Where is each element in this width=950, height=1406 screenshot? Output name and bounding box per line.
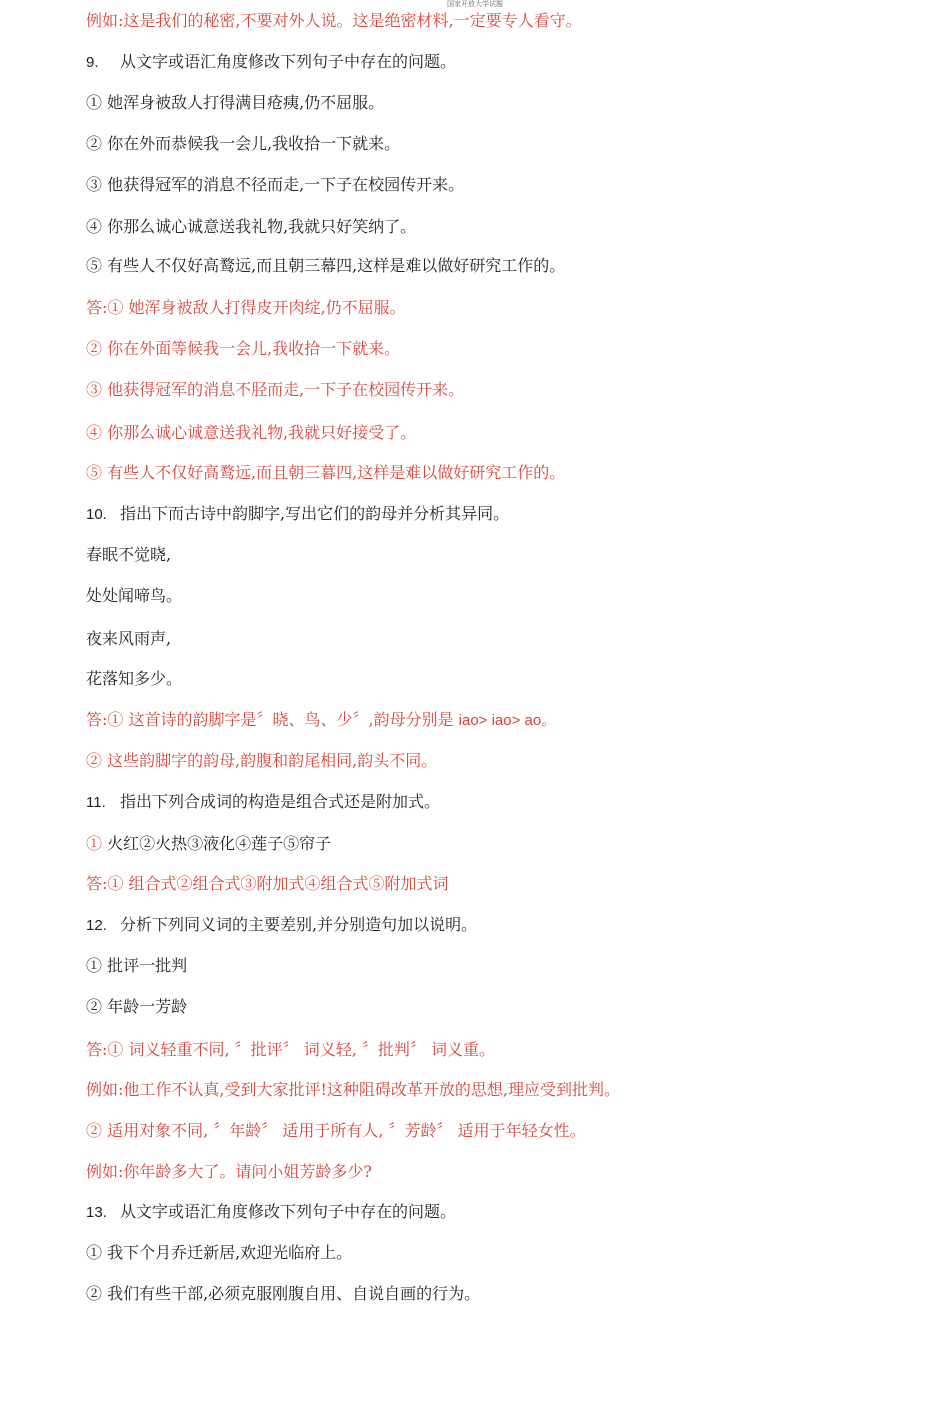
page-header: 国家开放大学试题 [447,0,503,8]
line-text: ⑤ 有些人不仅好高鹜远,而且朝三幕四,这样是难以做好研究工作的。 [86,256,566,275]
answer-line [86,10,582,32]
line-text: ② 你在外而恭候我一会儿,我收拾一下就来。 [86,134,401,153]
answer-line [86,1039,495,1061]
answer-line [86,462,565,484]
pinyin-text: iao> iao> ao。 [458,712,557,729]
line-text: ① 我下个月乔迁新居,欢迎光临府上。 [86,1243,353,1262]
line-text: 处处闻啼鸟。 [86,586,183,605]
line-text: ② 适用对象不同, 〞年龄〞 适用于所有人, 〞芳龄〞 适用于年轻女性。 [86,1121,586,1140]
line-text: 从文字或语汇角度修改下列句子中存在的问题。 [120,52,457,71]
line-text: ① 批评一批判 [86,956,188,975]
answer-line [86,1161,372,1183]
line-text: 例如:他工作不认真,受到大家批评!这种阻碍改革开放的思想,理应受到批判。 [86,1080,620,1099]
text-line [86,668,182,690]
line-text: 指出下而古诗中韵脚字,写出它们的韵母并分析其异同。 [120,504,510,523]
line-text: 答:① 组合式②组合式③附加式④组合式⑤附加式词 [86,874,449,893]
text-line [86,544,171,566]
line-text: ① 她浑身被敌人打得满目疮痍,仍不屈服。 [86,93,385,112]
line-text: 例如:这是我们的秘密,不要对外人说。这是绝密材料,一定要专人看守。 [86,11,582,30]
answer-line [86,379,464,401]
line-text: 从文字或语汇角度修改下列句子中存在的问题。 [120,1202,457,1221]
question-number: 12. [86,917,107,934]
text-line [86,255,565,277]
answer-line [86,338,400,360]
line-text: 指出下列合成词的构造是组合式还是附加式。 [120,792,441,811]
line-text: ③ 他获得冠军的消息不胫而走,一下子在校园传开来。 [86,380,465,399]
line-text: 答:① 这首诗的韵脚字是〞晓、鸟、少〞,韵母分别是 [86,710,459,729]
answer-line [86,873,448,895]
answer-line [86,297,406,319]
line-text: 夜来风雨声, [86,629,172,648]
line-text: 例如:你年龄多大了。请问小姐芳龄多少? [86,1162,372,1181]
question-line [86,1201,456,1224]
line-text: 答:① 词义轻重不同, 〞批评〞 词义轻, 〞批判〞 词义重。 [86,1040,495,1059]
question-number: 13. [86,1204,107,1221]
text-line [86,133,400,155]
text-line [86,628,171,650]
line-text: 分析下列同义词的主要差别,并分别造句加以说明。 [120,915,478,934]
question-line [86,914,477,937]
text-line [86,1242,352,1264]
question-number: 9. [86,54,99,71]
text-line [86,996,187,1018]
answer-line [86,709,556,732]
text-line [86,216,416,238]
question-line [86,503,509,526]
question-line [86,51,456,74]
line-text: ④ 你那么诚心诚意送我礼物,我就只好接受了。 [86,423,417,442]
line-text: ② 我们有些干部,必须克服刚腹自用、自说自画的行为。 [86,1284,481,1303]
text-line [86,92,384,114]
question-number: 11. [86,794,106,811]
text-line [86,833,331,855]
line-text: 火红②火热③液化④莲子⑤帘子 [107,834,332,853]
text-line [86,1283,480,1305]
answer-line [86,750,437,772]
text-line [86,955,187,977]
answer-line [86,1079,620,1101]
item-marker: ① [86,834,108,853]
question-number: 10. [86,506,107,523]
line-text: ④ 你那么诚心诚意送我礼物,我就只好笑纳了。 [86,217,417,236]
text-line [86,585,182,607]
question-line [86,791,440,814]
line-text: ② 你在外面等候我一会儿,我收拾一下就来。 [86,339,401,358]
line-text: 答:① 她浑身被敌人打得皮开肉绽,仍不屈服。 [86,298,406,317]
line-text: ② 这些韵脚字的韵母,韵腹和韵尾相同,韵头不同。 [86,751,438,770]
line-text: ⑤ 有些人不仅好高鹜远,而且朝三暮四,这样是难以做好研究工作的。 [86,463,566,482]
text-line [86,174,464,196]
line-text: ② 年龄一芳龄 [86,997,188,1016]
line-text: ③ 他获得冠军的消息不径而走,一下子在校园传开来。 [86,175,465,194]
answer-line [86,422,416,444]
line-text: 春眠不觉晓, [86,545,172,564]
answer-line [86,1120,586,1142]
line-text: 花落知多少。 [86,669,183,688]
